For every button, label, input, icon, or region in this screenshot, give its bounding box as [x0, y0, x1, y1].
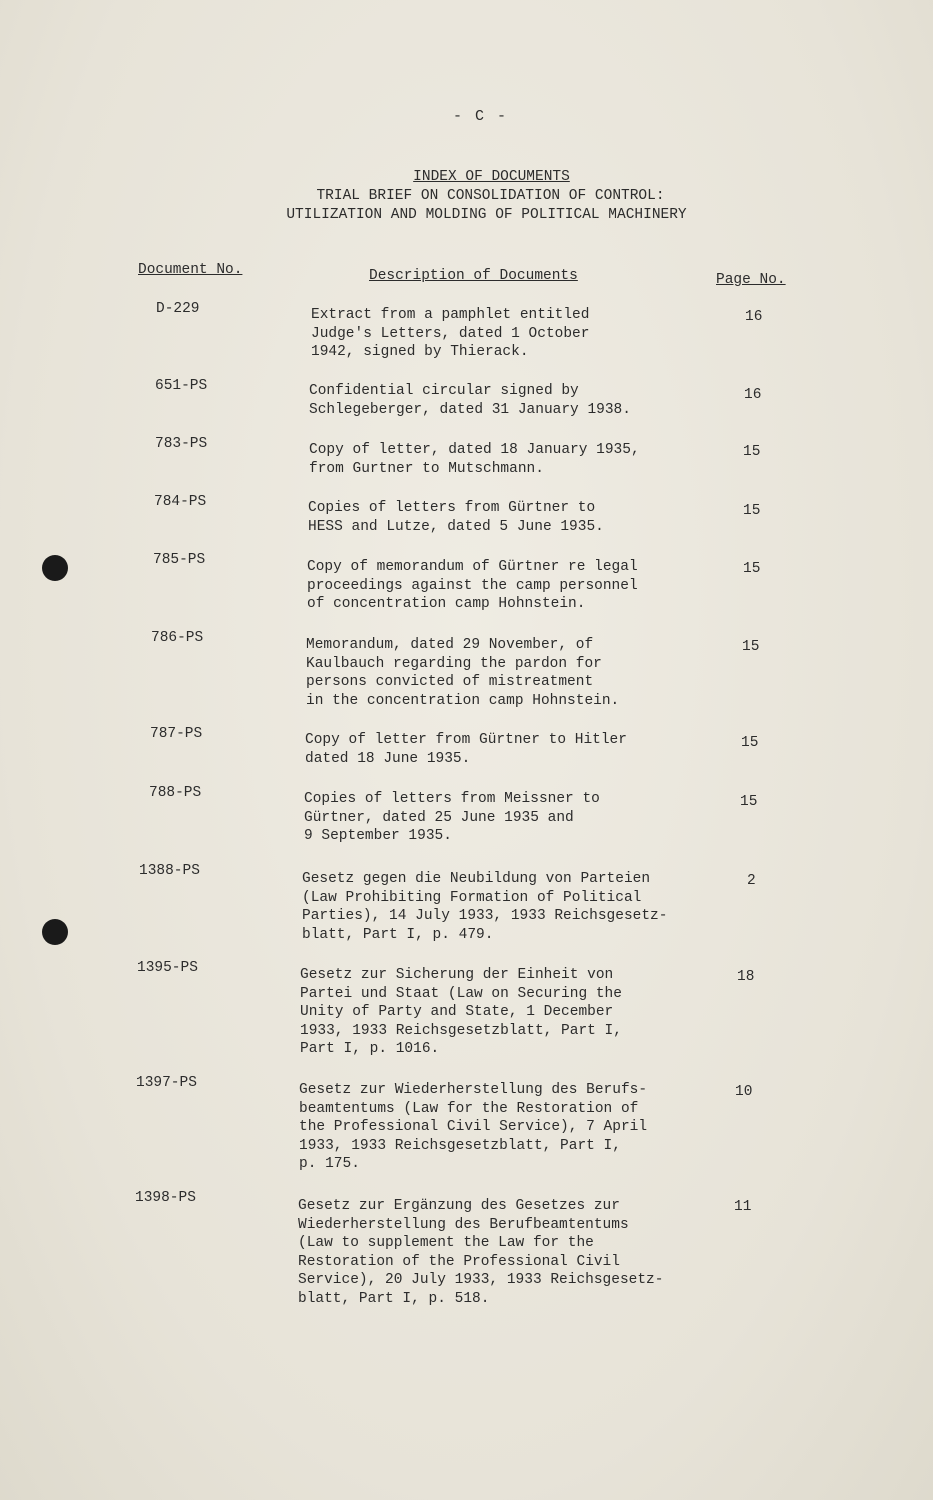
index-title: INDEX OF DOCUMENTS [413, 169, 570, 185]
page-number: 11 [734, 1199, 752, 1215]
page-number: 15 [740, 794, 758, 810]
document-description: Gesetz zur Ergänzung des Gesetzes zur Wiederherstellung des Berufbeamtentums (Law to supplement the Law for the Restoration of the Professional Civil Service), 20 July 1933, 1933 Reichsgesetz- blatt, Part I, p. 518. [298, 1198, 664, 1307]
document-description: Extract from a pamphlet entitled Judge's Letters, dated 1 October 1942, signed by Thierack. [311, 307, 590, 360]
document-number: 1388-PS [139, 863, 200, 879]
page-number: 15 [741, 735, 759, 751]
page-number: 16 [744, 387, 762, 403]
punch-hole-bottom [42, 919, 68, 945]
document-description: Gesetz zur Sicherung der Einheit von Partei und Staat (Law on Securing the Unity of Party and State, 1 December 1933, 1933 Reichsgesetzblatt, Part I, Part I, p. 1016. [300, 967, 622, 1057]
document-description: Copy of memorandum of Gürtner re legal proceedings against the camp personnel of concentration camp Hohnstein. [307, 559, 638, 612]
document-number: 784-PS [154, 494, 207, 510]
page-number: 16 [745, 309, 763, 325]
document-description: Memorandum, dated 29 November, of Kaulbauch regarding the pardon for persons convicted of mistreatment in the concentration camp Hohnstein. [306, 637, 620, 709]
index-subtitle-2: UTILIZATION AND MOLDING OF POLITICAL MACHINERY [286, 207, 687, 223]
index-title-block [0, 168, 933, 225]
document-description: Gesetz gegen die Neubildung von Parteien (Law Prohibiting Formation of Political Parties), 14 July 1933, 1933 Reichsgesetz- blatt, Part I, p. 479. [302, 871, 668, 943]
document-number: 787-PS [150, 726, 203, 742]
document-number: 786-PS [151, 630, 204, 646]
document-number: D-229 [156, 301, 200, 317]
document-description: Copy of letter from Gürtner to Hitler dated 18 June 1935. [305, 732, 627, 767]
document-description: Confidential circular signed by Schlegeberger, dated 31 January 1938. [309, 383, 631, 418]
document-number: 1397-PS [136, 1075, 197, 1091]
document-number: 785-PS [153, 552, 206, 568]
document-description: Copies of letters from Meissner to Gürtner, dated 25 June 1935 and 9 September 1935. [304, 791, 600, 844]
page-number: 15 [742, 639, 760, 655]
document-number: 783-PS [155, 436, 208, 452]
document-description: Copies of letters from Gürtner to HESS and Lutze, dated 5 June 1935. [308, 500, 604, 535]
page-number: 10 [735, 1084, 753, 1100]
document-description: Gesetz zur Wiederherstellung des Berufs- beamtentums (Law for the Restoration of the Professional Civil Service), 7 April 1933, 1933 Reichsgesetzblatt, Part I, p. 175. [299, 1082, 648, 1172]
page-number: 2 [747, 873, 756, 889]
document-number: 788-PS [149, 785, 202, 801]
punch-hole-top [42, 555, 68, 581]
page-number: 15 [743, 561, 761, 577]
document-number: 651-PS [155, 378, 208, 394]
column-header-description: Description of Documents [369, 268, 578, 284]
column-header-document-no: Document No. [138, 262, 243, 278]
document-number: 1395-PS [137, 960, 198, 976]
document-description: Copy of letter, dated 18 January 1935, from Gurtner to Mutschmann. [309, 442, 640, 477]
index-subtitle-1: TRIAL BRIEF ON CONSOLIDATION OF CONTROL: [316, 188, 665, 204]
page-number: 15 [743, 444, 761, 460]
page-number: 15 [743, 503, 761, 519]
page-marker: - C - [452, 108, 508, 125]
column-header-page-no: Page No. [716, 272, 786, 288]
document-number: 1398-PS [135, 1190, 196, 1206]
page-number: 18 [737, 969, 755, 985]
